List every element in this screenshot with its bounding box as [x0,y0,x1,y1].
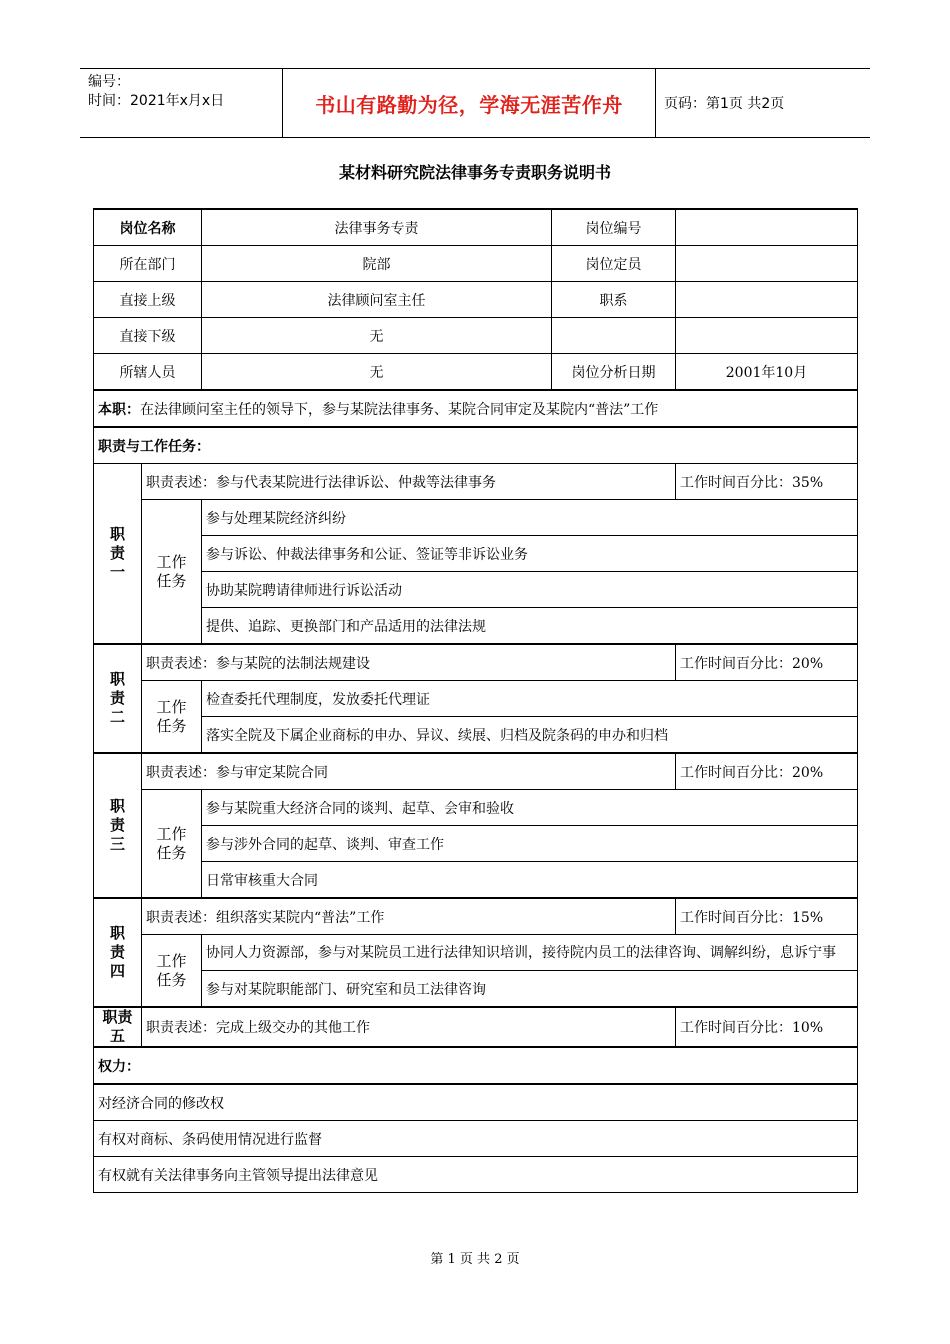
duty-row [94,898,858,935]
task-label [142,500,202,645]
row-duties-heading [94,427,858,464]
task-item: 参与某院重大经济合同的谈判、起草、会审和验收 [202,790,858,826]
duty-summary-cell [94,390,858,427]
post-no-label: 岗位编号 [552,209,676,246]
task-item: 落实全院及下属企业商标的申办、异议、续展、归档及院条码的申办和归档 [202,717,858,754]
page-footer: 第 1 页 共 2 页 [430,1252,520,1267]
task-item: 日常审核重大合同 [202,862,858,899]
document-number: 编号： [88,74,130,90]
empty-cell [552,318,676,354]
power-row [94,1121,858,1157]
row-duty-summary [94,390,858,427]
task-row [94,608,858,645]
motto: 书山有路勤为径，学海无涯苦作舟 [282,68,656,138]
subordinate-label: 直接下级 [94,318,202,354]
superior-label: 直接上级 [94,282,202,318]
task-label-text: 工作任务 [156,552,187,590]
task-label [142,790,202,899]
duty-desc: 职责表述：组织落实某院内“普法”工作 [142,898,676,935]
task-item: 参与处理某院经济纠纷 [202,500,858,536]
duty-percent: 工作时间百分比：20% [676,644,858,681]
task-label-text: 工作任务 [156,697,187,735]
duty-label-text: 职责三 [110,797,126,853]
duty-label [94,644,142,753]
task-row [94,826,858,862]
duty-percent: 工作时间百分比：10% [676,1007,858,1047]
task-row [94,935,858,971]
superior-value: 法律顾问室主任 [202,282,552,318]
document-title: 某材料研究院法律事务专责职务说明书 [338,163,611,182]
duty-row [94,644,858,681]
power-row [94,1084,858,1121]
task-item: 协同人力资源部，参与对某院员工进行法律知识培训，接待院内员工的法律咨询、调解纠纷，息诉宁事 [202,935,858,971]
task-label-text: 工作任务 [156,824,187,862]
empty-cell [676,318,858,354]
task-row [94,862,858,899]
powers-heading: 权力： [94,1047,858,1084]
task-row [94,500,858,536]
task-item: 参与对某院职能部门、研究室和员工法律咨询 [202,971,858,1008]
duty-summary-text: 在法律顾问室主任的领导下，参与某院法律事务、某院合同审定及某院内“普法”工作 [140,401,659,418]
row-staff [94,354,858,391]
document-time: 时间：2021年x月x日 [88,93,225,109]
power-row [94,1157,858,1193]
duty-row [94,753,858,790]
subordinate-value: 无 [202,318,552,354]
page-code: 页码：第1页 共2页 [664,96,785,112]
job-description-table [93,208,858,1193]
task-row [94,536,858,572]
series-value [676,282,858,318]
duty-desc: 职责表述：参与审定某院合同 [142,753,676,790]
dept-value: 院部 [202,246,552,282]
task-row [94,717,858,754]
task-item: 检查委托代理制度，发放委托代理证 [202,681,858,717]
duty-label-text: 职责四 [110,924,126,980]
duty-desc: 职责表述：参与代表某院进行法律诉讼、仲裁等法律事务 [142,464,676,500]
duty-row [94,1007,858,1047]
duty-label [94,898,142,1007]
duties-heading: 职责与工作任务： [94,427,858,464]
task-row [94,971,858,1008]
post-no-value [676,209,858,246]
duty-label-text: 职责一 [110,525,126,581]
quota-label: 岗位定员 [552,246,676,282]
duty-percent: 工作时间百分比：35% [676,464,858,500]
power-item: 有权就有关法律事务向主管领导提出法律意见 [94,1157,858,1193]
analysis-date-value: 2001年10月 [676,354,858,391]
duty-label-text: 职责五 [102,1008,133,1045]
header-left [88,73,224,111]
post-name-label: 岗位名称 [94,209,202,246]
power-item: 有权对商标、条码使用情况进行监督 [94,1121,858,1157]
task-row [94,681,858,717]
task-item: 协助某院聘请律师进行诉讼活动 [202,572,858,608]
staff-value: 无 [202,354,552,391]
task-row [94,572,858,608]
task-label-text: 工作任务 [156,951,187,989]
task-row [94,790,858,826]
task-label [142,681,202,754]
row-superior [94,282,858,318]
duty-desc: 职责表述：完成上级交办的其他工作 [142,1007,676,1047]
row-post-name [94,209,858,246]
duty-label [94,464,142,645]
row-powers-heading [94,1047,858,1084]
post-name-value: 法律事务专责 [202,209,552,246]
duty-row [94,464,858,500]
duty-label-text: 职责二 [110,670,126,726]
staff-label: 所辖人员 [94,354,202,391]
quota-value [676,246,858,282]
duty-percent: 工作时间百分比：20% [676,753,858,790]
page-header [80,68,870,138]
task-item: 参与涉外合同的起草、谈判、审查工作 [202,826,858,862]
dept-label: 所在部门 [94,246,202,282]
row-subordinate [94,318,858,354]
power-item: 对经济合同的修改权 [94,1084,858,1121]
task-item: 参与诉讼、仲裁法律事务和公证、签证等非诉讼业务 [202,536,858,572]
duty-percent: 工作时间百分比：15% [676,898,858,935]
task-item: 提供、追踪、更换部门和产品适用的法律法规 [202,608,858,645]
duty-summary-label: 本职： [98,401,140,418]
duty-desc: 职责表述：参与某院的法制法规建设 [142,644,676,681]
task-label [142,935,202,1008]
series-label: 职系 [552,282,676,318]
duty-label [94,1007,142,1047]
duty-label [94,753,142,898]
analysis-date-label: 岗位分析日期 [552,354,676,391]
row-dept [94,246,858,282]
